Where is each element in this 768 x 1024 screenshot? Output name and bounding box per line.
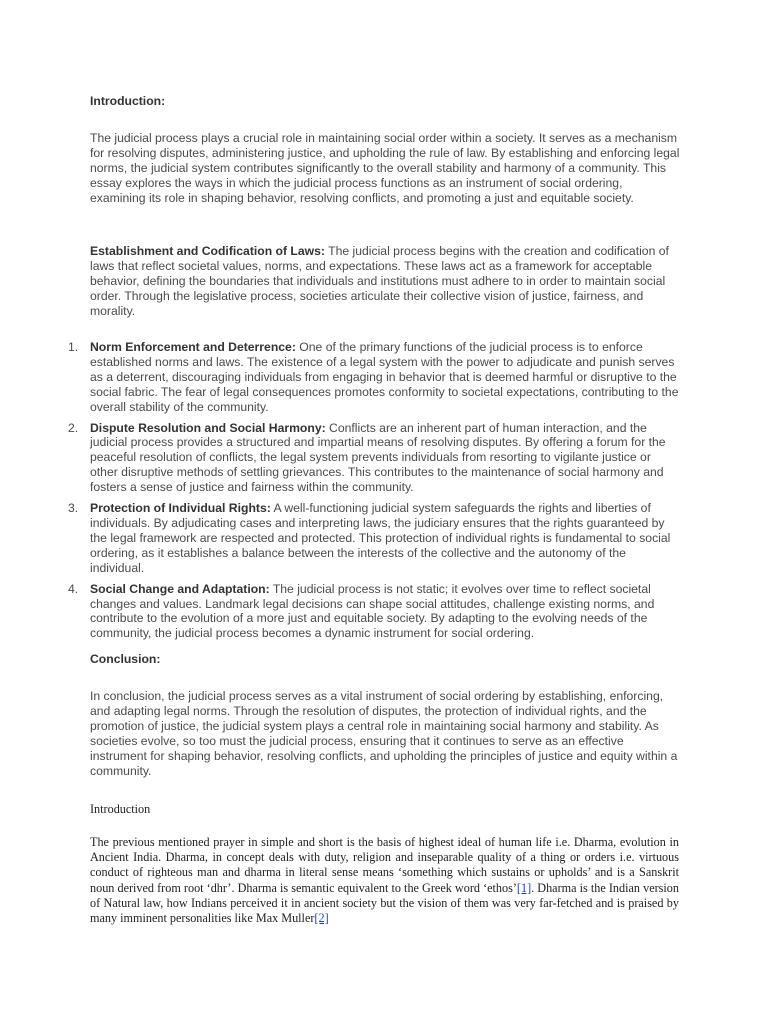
list-item [0, 421, 680, 496]
list-item [0, 340, 680, 415]
establishment-title: Establishment and Codification of Laws: [90, 244, 325, 258]
second-introduction-heading: Introduction [90, 802, 151, 816]
dharma-paragraph [90, 835, 679, 926]
list-item-number: 1. [68, 340, 79, 354]
list-item-number: 3. [68, 501, 79, 516]
list-item-text: A well-functioning judicial system safeguards the rights and liberties of individuals. By adjudicating cases and interpreting laws, the judiciary ensures that the rights guaranteed by the legal framework are respected and protected. This protection of individual rights is fundamental to social ordering, as it establishes a balance between the interests of the collective and the autonomy of the individual. [90, 501, 671, 575]
list-item [0, 501, 680, 576]
list-item-title: Dispute Resolution and Social Harmony: [90, 420, 326, 435]
list-item-title: Norm Enforcement and Deterrence: [90, 340, 296, 354]
list-item-number: 4. [68, 581, 79, 596]
functions-list [0, 340, 680, 647]
conclusion-paragraph: In conclusion, the judicial process serves as a vital instrument of social ordering by establishing, enforcing, and adapting legal norms. Through the resolution of disputes, the protection of individual rights, and the promotion of justice, the judicial system plays a central role in maintaining social harmony and stability. As societies evolve, so too must the judicial process, ensuring that it continues to serve as an effective instrument for shaping behavior, resolving conflicts, and upholding the principles of justice and equity within a community. [90, 689, 678, 778]
list-item-text: One of the primary functions of the judicial process is to enforce established norms and laws. The existence of a legal system with the power to adjudicate and punish serves as a deterrent, discouraging individuals from engaging in behavior that is deemed harmful or disruptive to the social fabric. The fear of legal consequences promotes conformity to societal expectations, contributing to the overall stability of the community. [90, 340, 679, 414]
conclusion-heading: Conclusion: [90, 652, 161, 666]
list-item-text: The judicial process is not static; it evolves over time to reflect societal changes and values. Landmark legal decisions can shape social attitudes, challenge existing norms, and contribute to the evolution of a more just and equitable society. By adapting to the evolving needs of the community, the judicial process becomes a dynamic instrument for social ordering. [90, 581, 655, 641]
intro-paragraph: The judicial process plays a crucial role in maintaining social order within a society. It serves as a mechanism for resolving disputes, administering justice, and upholding the rule of law. By establishing and enforcing legal norms, the judicial system contributes significantly to the overall stability and harmony of a community. This essay explores the ways in which the judicial process functions as an instrument of social ordering, examining its role in shaping behavior, resolving conflicts, and promoting a just and equitable society. [90, 131, 680, 205]
establishment-paragraph [90, 244, 680, 319]
list-item-number: 2. [68, 420, 79, 435]
list-item [0, 582, 680, 642]
footnote-link-1[interactable]: [1] [516, 880, 532, 895]
list-item-title: Social Change and Adaptation: [90, 581, 270, 596]
list-item-title: Protection of Individual Rights: [90, 501, 271, 516]
establishment-text: The judicial process begins with the creation and codification of laws that reflect societal values, norms, and expectations. These laws act as a framework for acceptable behavior, defining the boundaries that individuals and institutions must adhere to in order to maintain social order. Through the legislative process, societies articulate their collective vision of justice, fairness, and morality. [90, 244, 669, 318]
dharma-text-part2: . Dharma is the Indian version of Natural law, how Indians perceived it in ancient society but the vision of them was very far-fetched and is praised by many imminent personalities like Max Muller [90, 880, 679, 926]
dharma-text-part1: The previous mentioned prayer in simple and short is the basis of highest ideal of human life i.e. Dharma, evolution in Ancient India. Dharma, in concept deals with duty, religion and inseparable quality of a thing or orders i.e. virtuous conduct of righteous man and dharma in literal sense means ‘something which sustains or upholds’ and is a Sanskrit noun derived from root ‘dhr’. Dharma is semantic equivalent to the Greek word ‘ethos’ [90, 835, 679, 895]
list-item-text: Conflicts are an inherent part of human interaction, and the judicial process provides a structured and impartial means of resolving disputes. By offering a forum for the peaceful resolution of conflicts, the legal system prevents individuals from resorting to vigilante justice or other disruptive methods of settling grievances. This contributes to the maintenance of social harmony and fosters a sense of justice and fairness within the community. [90, 420, 666, 495]
footnote-link-2[interactable]: [2] [314, 911, 329, 926]
introduction-heading: Introduction: [90, 94, 166, 108]
